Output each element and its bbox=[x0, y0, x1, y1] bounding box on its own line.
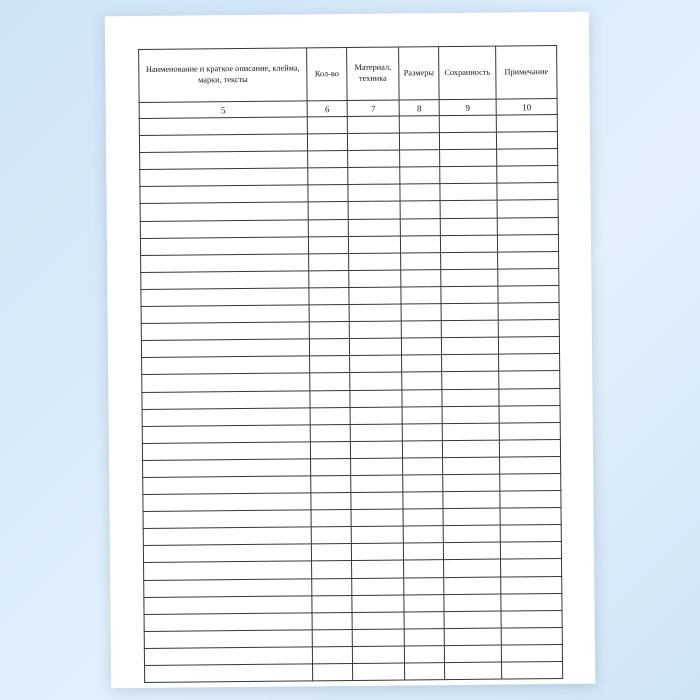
table-cell[interactable] bbox=[309, 253, 349, 270]
column-header-name: Наименование и краткое описание, клейма, марки, тексты bbox=[139, 48, 308, 103]
table-cell[interactable] bbox=[501, 559, 562, 577]
table-cell[interactable] bbox=[401, 304, 441, 321]
table-cell[interactable] bbox=[350, 372, 402, 390]
table-cell[interactable] bbox=[310, 441, 350, 458]
table-cell[interactable] bbox=[499, 439, 560, 457]
table-cell[interactable] bbox=[440, 149, 497, 167]
table-cell[interactable] bbox=[443, 491, 500, 509]
table-cell[interactable] bbox=[443, 542, 500, 560]
table-cell[interactable] bbox=[442, 440, 499, 458]
column-number-9: 9 bbox=[439, 99, 496, 116]
table-cell[interactable] bbox=[400, 235, 440, 252]
table-cell[interactable] bbox=[401, 269, 441, 286]
table-cell[interactable] bbox=[403, 492, 443, 509]
table-cell[interactable] bbox=[402, 440, 442, 457]
table-header bbox=[139, 46, 558, 119]
table-cell[interactable] bbox=[351, 509, 403, 527]
table-cell[interactable] bbox=[403, 475, 443, 492]
table-cell[interactable] bbox=[311, 493, 351, 510]
table-cell[interactable] bbox=[307, 117, 347, 134]
table-cell[interactable] bbox=[143, 459, 311, 478]
table-cell[interactable] bbox=[442, 389, 499, 407]
table-cell[interactable] bbox=[140, 219, 308, 238]
table-cell[interactable] bbox=[309, 287, 349, 304]
table-cell[interactable] bbox=[312, 629, 352, 646]
column-header-dimensions: Размеры bbox=[399, 47, 440, 100]
table-cell[interactable] bbox=[498, 337, 559, 355]
table-cell[interactable] bbox=[141, 305, 309, 324]
table-cell[interactable] bbox=[144, 578, 312, 597]
table-cell[interactable] bbox=[352, 560, 404, 578]
column-number-6: 6 bbox=[307, 101, 347, 117]
table-cell[interactable] bbox=[347, 133, 399, 151]
table-cell[interactable] bbox=[499, 405, 560, 423]
table-cell[interactable] bbox=[144, 647, 312, 666]
table-cell[interactable] bbox=[440, 235, 497, 253]
table-cell[interactable] bbox=[141, 322, 309, 341]
column-number-5: 5 bbox=[139, 101, 307, 119]
table-cell[interactable] bbox=[404, 628, 444, 645]
table-cell[interactable] bbox=[496, 132, 557, 150]
table-cell[interactable] bbox=[404, 646, 444, 663]
table-body bbox=[139, 114, 562, 682]
table-cell[interactable] bbox=[144, 613, 312, 632]
table-cell[interactable] bbox=[439, 115, 496, 133]
column-number-7: 7 bbox=[347, 100, 399, 116]
table-cell[interactable] bbox=[404, 577, 444, 594]
table-cell[interactable] bbox=[400, 150, 440, 167]
table-cell[interactable] bbox=[500, 508, 561, 526]
document-page bbox=[105, 12, 595, 689]
table-cell[interactable] bbox=[312, 578, 352, 595]
table-cell[interactable] bbox=[497, 166, 558, 184]
table-cell[interactable] bbox=[400, 167, 440, 184]
table-cell[interactable] bbox=[444, 577, 501, 595]
table-cell[interactable] bbox=[141, 339, 309, 358]
table-cell[interactable] bbox=[307, 134, 347, 151]
table-cell[interactable] bbox=[308, 236, 348, 253]
header-row bbox=[139, 46, 557, 103]
table-cell[interactable] bbox=[351, 543, 403, 561]
column-header-notes: Примечание bbox=[496, 46, 558, 100]
table-cell[interactable] bbox=[311, 544, 351, 561]
table-cell[interactable] bbox=[310, 424, 350, 441]
table-cell[interactable] bbox=[142, 425, 310, 444]
table-cell[interactable] bbox=[144, 596, 312, 615]
table-cell[interactable] bbox=[500, 525, 561, 543]
table-cell[interactable] bbox=[351, 526, 403, 544]
table-cell[interactable] bbox=[404, 611, 444, 628]
table-cell[interactable] bbox=[142, 442, 310, 461]
table-cell[interactable] bbox=[352, 629, 404, 647]
table-cell[interactable] bbox=[350, 355, 402, 373]
table-cell[interactable] bbox=[143, 493, 311, 512]
table-cell[interactable] bbox=[348, 201, 400, 219]
table-cell[interactable] bbox=[140, 202, 308, 221]
table-cell[interactable] bbox=[442, 354, 499, 372]
table-cell[interactable] bbox=[349, 321, 401, 339]
column-header-material: Материал, техника bbox=[347, 47, 400, 100]
table-cell[interactable] bbox=[348, 184, 400, 202]
table-cell[interactable] bbox=[439, 132, 496, 150]
table-cell[interactable] bbox=[311, 458, 351, 475]
table-cell[interactable] bbox=[350, 441, 402, 459]
table-cell[interactable] bbox=[501, 627, 562, 645]
column-number-8: 8 bbox=[399, 100, 439, 116]
table-cell[interactable] bbox=[311, 527, 351, 544]
table-cell[interactable] bbox=[403, 457, 443, 474]
table-cell[interactable] bbox=[311, 475, 351, 492]
table-cell[interactable] bbox=[403, 526, 443, 543]
table-cell[interactable] bbox=[499, 422, 560, 440]
table-row[interactable] bbox=[145, 661, 563, 682]
column-header-condition: Сохранность bbox=[439, 46, 497, 100]
table-cell[interactable] bbox=[443, 457, 500, 475]
table-cell[interactable] bbox=[140, 237, 308, 256]
table-cell[interactable] bbox=[498, 268, 559, 286]
table-cell[interactable] bbox=[443, 474, 500, 492]
table-cell[interactable] bbox=[400, 218, 440, 235]
table-cell[interactable] bbox=[349, 304, 401, 322]
table-cell[interactable] bbox=[440, 166, 497, 184]
table-cell[interactable] bbox=[350, 424, 402, 442]
table-cell[interactable] bbox=[498, 251, 559, 269]
table-cell[interactable] bbox=[349, 270, 401, 288]
table-cell[interactable] bbox=[139, 117, 307, 136]
table-cell[interactable] bbox=[143, 527, 311, 546]
table-cell[interactable] bbox=[309, 305, 349, 322]
table-cell[interactable] bbox=[313, 663, 353, 680]
table-cell[interactable] bbox=[349, 338, 401, 356]
table-cell[interactable] bbox=[348, 167, 400, 185]
table-cell[interactable] bbox=[139, 134, 307, 153]
table-cell[interactable] bbox=[312, 561, 352, 578]
table-cell[interactable] bbox=[441, 286, 498, 304]
table-cell[interactable] bbox=[400, 184, 440, 201]
table-cell[interactable] bbox=[498, 285, 559, 303]
table-cell[interactable] bbox=[141, 254, 309, 273]
table-cell[interactable] bbox=[497, 200, 558, 218]
table-cell[interactable] bbox=[400, 201, 440, 218]
table-cell[interactable] bbox=[353, 663, 405, 681]
table-cell[interactable] bbox=[350, 390, 402, 408]
table-cell[interactable] bbox=[143, 510, 311, 529]
inventory-table bbox=[138, 45, 563, 683]
table-cell[interactable] bbox=[402, 355, 442, 372]
table-cell[interactable] bbox=[349, 253, 401, 271]
table-cell[interactable] bbox=[441, 303, 498, 321]
table-cell[interactable] bbox=[498, 320, 559, 338]
table-cell[interactable] bbox=[441, 337, 498, 355]
table-container bbox=[138, 45, 562, 683]
table-cell[interactable] bbox=[144, 561, 312, 580]
table-cell[interactable] bbox=[402, 406, 442, 423]
table-cell[interactable] bbox=[309, 322, 349, 339]
table-cell[interactable] bbox=[142, 407, 310, 426]
table-cell[interactable] bbox=[404, 594, 444, 611]
table-cell[interactable] bbox=[444, 645, 501, 663]
table-cell[interactable] bbox=[405, 663, 445, 680]
table-cell[interactable] bbox=[308, 168, 348, 185]
table-cell[interactable] bbox=[497, 149, 558, 167]
table-cell[interactable] bbox=[352, 612, 404, 630]
table-cell[interactable] bbox=[143, 544, 311, 563]
table-cell[interactable] bbox=[444, 594, 501, 612]
table-cell[interactable] bbox=[501, 644, 562, 662]
table-cell[interactable] bbox=[347, 116, 399, 134]
table-cell[interactable] bbox=[309, 270, 349, 287]
table-cell[interactable] bbox=[499, 371, 560, 389]
table-cell[interactable] bbox=[444, 560, 501, 578]
table-cell[interactable] bbox=[141, 271, 309, 290]
table-cell[interactable] bbox=[443, 525, 500, 543]
table-cell[interactable] bbox=[312, 612, 352, 629]
table-cell[interactable] bbox=[440, 183, 497, 201]
table-cell[interactable] bbox=[348, 219, 400, 237]
table-cell[interactable] bbox=[441, 252, 498, 270]
table-cell[interactable] bbox=[499, 388, 560, 406]
table-cell[interactable] bbox=[144, 630, 312, 649]
table-cell[interactable] bbox=[308, 185, 348, 202]
table-cell[interactable] bbox=[403, 509, 443, 526]
table-cell[interactable] bbox=[496, 114, 557, 132]
table-cell[interactable] bbox=[308, 202, 348, 219]
table-cell[interactable] bbox=[499, 354, 560, 372]
table-cell[interactable] bbox=[143, 476, 311, 495]
table-cell[interactable] bbox=[141, 288, 309, 307]
table-cell[interactable] bbox=[403, 543, 443, 560]
table-cell[interactable] bbox=[401, 252, 441, 269]
table-cell[interactable] bbox=[352, 646, 404, 664]
table-cell[interactable] bbox=[402, 423, 442, 440]
table-cell[interactable] bbox=[142, 390, 310, 409]
table-cell[interactable] bbox=[440, 201, 497, 219]
table-cell[interactable] bbox=[308, 151, 348, 168]
table-cell[interactable] bbox=[401, 321, 441, 338]
table-cell[interactable] bbox=[145, 664, 313, 683]
table-cell[interactable] bbox=[501, 593, 562, 611]
column-header-quantity: Кол-во bbox=[307, 48, 348, 101]
table-cell[interactable] bbox=[310, 373, 350, 390]
table-cell[interactable] bbox=[402, 389, 442, 406]
table-cell[interactable] bbox=[440, 218, 497, 236]
table-cell[interactable] bbox=[445, 662, 502, 680]
table-cell[interactable] bbox=[351, 458, 403, 476]
table-cell[interactable] bbox=[351, 492, 403, 510]
table-cell[interactable] bbox=[497, 234, 558, 252]
table-cell[interactable] bbox=[348, 236, 400, 254]
column-number-10: 10 bbox=[496, 99, 557, 116]
table-cell[interactable] bbox=[498, 303, 559, 321]
table-cell[interactable] bbox=[308, 219, 348, 236]
table-cell[interactable] bbox=[399, 116, 439, 133]
table-cell[interactable] bbox=[140, 185, 308, 204]
table-cell[interactable] bbox=[442, 423, 499, 441]
table-cell[interactable] bbox=[500, 542, 561, 560]
table-cell[interactable] bbox=[442, 371, 499, 389]
table-cell[interactable] bbox=[140, 151, 308, 170]
table-cell[interactable] bbox=[444, 628, 501, 646]
table-cell[interactable] bbox=[142, 356, 310, 375]
table-cell[interactable] bbox=[441, 320, 498, 338]
table-cell[interactable] bbox=[310, 390, 350, 407]
table-cell[interactable] bbox=[402, 372, 442, 389]
table-cell[interactable] bbox=[310, 356, 350, 373]
table-cell[interactable] bbox=[502, 661, 563, 679]
table-cell[interactable] bbox=[399, 133, 439, 150]
table-cell[interactable] bbox=[309, 339, 349, 356]
table-cell[interactable] bbox=[348, 150, 400, 168]
table-cell[interactable] bbox=[310, 407, 350, 424]
table-cell[interactable] bbox=[349, 287, 401, 305]
table-cell[interactable] bbox=[350, 407, 402, 425]
table-cell[interactable] bbox=[352, 578, 404, 596]
table-cell[interactable] bbox=[401, 287, 441, 304]
table-cell[interactable] bbox=[500, 473, 561, 491]
table-cell[interactable] bbox=[312, 646, 352, 663]
table-cell[interactable] bbox=[500, 456, 561, 474]
table-cell[interactable] bbox=[312, 595, 352, 612]
table-cell[interactable] bbox=[140, 168, 308, 187]
table-cell[interactable] bbox=[442, 406, 499, 424]
table-cell[interactable] bbox=[311, 510, 351, 527]
table-cell[interactable] bbox=[444, 611, 501, 629]
table-cell[interactable] bbox=[443, 508, 500, 526]
table-cell[interactable] bbox=[497, 217, 558, 235]
table-cell[interactable] bbox=[351, 475, 403, 493]
table-cell[interactable] bbox=[500, 491, 561, 509]
table-cell[interactable] bbox=[401, 338, 441, 355]
table-cell[interactable] bbox=[142, 373, 310, 392]
table-cell[interactable] bbox=[441, 269, 498, 287]
table-cell[interactable] bbox=[497, 183, 558, 201]
table-cell[interactable] bbox=[501, 610, 562, 628]
table-cell[interactable] bbox=[501, 576, 562, 594]
table-cell[interactable] bbox=[404, 560, 444, 577]
table-cell[interactable] bbox=[352, 595, 404, 613]
